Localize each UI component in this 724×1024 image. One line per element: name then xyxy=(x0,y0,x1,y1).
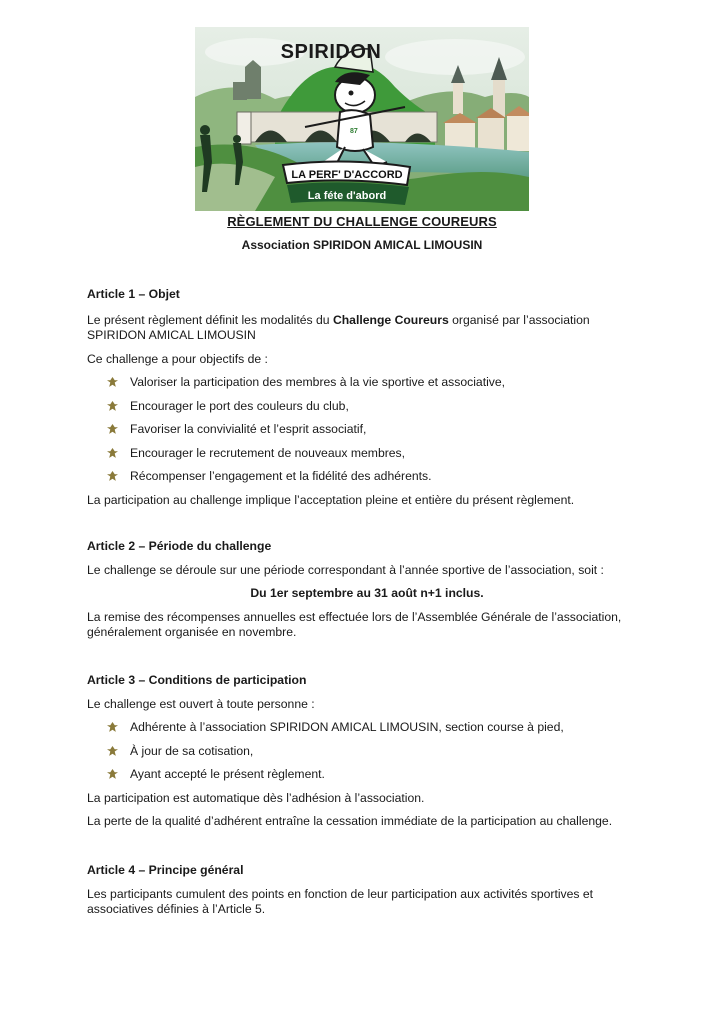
runner-bullet-icon xyxy=(107,471,118,482)
list-item-text: Ayant accepté le présent règlement. xyxy=(130,767,325,781)
document-title: RÈGLEMENT DU CHALLENGE COUREURS xyxy=(227,214,497,229)
list-item-text: Adhérente à l’association SPIRIDON AMICAL LIMOUSIN, section course à pied, xyxy=(130,720,564,734)
article-1-heading: Article 1 – Objet xyxy=(87,287,180,301)
list-item xyxy=(87,720,647,736)
article-4-heading: Article 4 – Principe général xyxy=(87,863,244,877)
list-item xyxy=(87,469,647,485)
article-3 xyxy=(87,673,647,830)
article-4 xyxy=(87,863,647,918)
runner-bullet-icon xyxy=(107,424,118,435)
runner-bullet-icon xyxy=(107,377,118,388)
intro-bold-text: Challenge Coureurs xyxy=(332,312,449,327)
list-item xyxy=(87,744,647,760)
article-4-intro: Les participants cumulent des points en fonction de leur participation aux activités sportives et associatives définies à l’Article 5. xyxy=(87,886,594,916)
list-item xyxy=(87,422,647,438)
article-1-closing: La participation au challenge implique l’acceptation pleine et entière du présent règlement. xyxy=(87,492,575,507)
list-item-text: Valoriser la participation des membres à la vie sportive et associative, xyxy=(130,375,506,389)
article-3-heading: Article 3 – Conditions de participation xyxy=(87,673,307,687)
article-3-intro: Le challenge est ouvert à toute personne : xyxy=(87,696,315,711)
list-item xyxy=(87,446,647,462)
banner-brand-text: SPIRIDON xyxy=(280,41,382,63)
list-item xyxy=(87,767,647,783)
article-3-closing-1: La participation est automatique dès l’adhésion à l’association. xyxy=(87,790,425,805)
document-subtitle: Association SPIRIDON AMICAL LIMOUSIN xyxy=(241,238,483,252)
ribbon-top-text: LA PERF' D'ACCORD xyxy=(291,169,403,181)
article-1-objectives-list xyxy=(87,375,647,485)
article-1 xyxy=(87,287,647,508)
article-2-period: Du 1er septembre au 31 août n+1 inclus. xyxy=(250,586,484,600)
runner-bullet-icon xyxy=(107,401,118,412)
article-1-lead: Ce challenge a pour objectifs de : xyxy=(87,351,268,366)
article-2 xyxy=(87,539,647,641)
runner-bullet-icon xyxy=(107,769,118,780)
runner-bullet-icon xyxy=(107,746,118,757)
intro-text: Le présent règlement définit les modalités du xyxy=(87,312,333,327)
ribbon-bottom-text: La féte d'abord xyxy=(307,190,387,202)
list-item-text: Favoriser la convivialité et l’esprit associatif, xyxy=(130,422,367,436)
spiridon-banner-image xyxy=(195,27,529,211)
list-item-text: À jour de sa cotisation, xyxy=(130,743,254,758)
article-3-conditions-list xyxy=(87,720,647,783)
list-item-text: Récompenser l’engagement et la fidélité des adhérents. xyxy=(130,469,432,483)
list-item xyxy=(87,375,647,391)
list-item-text: Encourager le port des couleurs du club, xyxy=(130,398,349,413)
article-2-heading: Article 2 – Période du challenge xyxy=(87,539,272,553)
runner-bullet-icon xyxy=(107,448,118,459)
list-item xyxy=(87,399,647,415)
article-3-closing-2: La perte de la qualité d’adhérent entraîne la cessation immédiate de la participation au challenge. xyxy=(87,814,613,828)
article-2-intro: Le challenge se déroule sur une période correspondant à l’année sportive de l’association, soit : xyxy=(87,562,604,577)
article-2-closing: La remise des récompenses annuelles est effectuée lors de l’Assemblée Générale de l’association, généralement organisée en novembre. xyxy=(87,609,622,639)
svg-text:87: 87 xyxy=(350,128,358,135)
intro-text-end: organisé par l’association SPIRIDON AMICAL LIMOUSIN xyxy=(87,312,590,342)
list-item-text: Encourager le recrutement de nouveaux membres, xyxy=(130,445,406,460)
article-1-intro xyxy=(87,313,647,344)
runner-bullet-icon xyxy=(107,722,118,733)
